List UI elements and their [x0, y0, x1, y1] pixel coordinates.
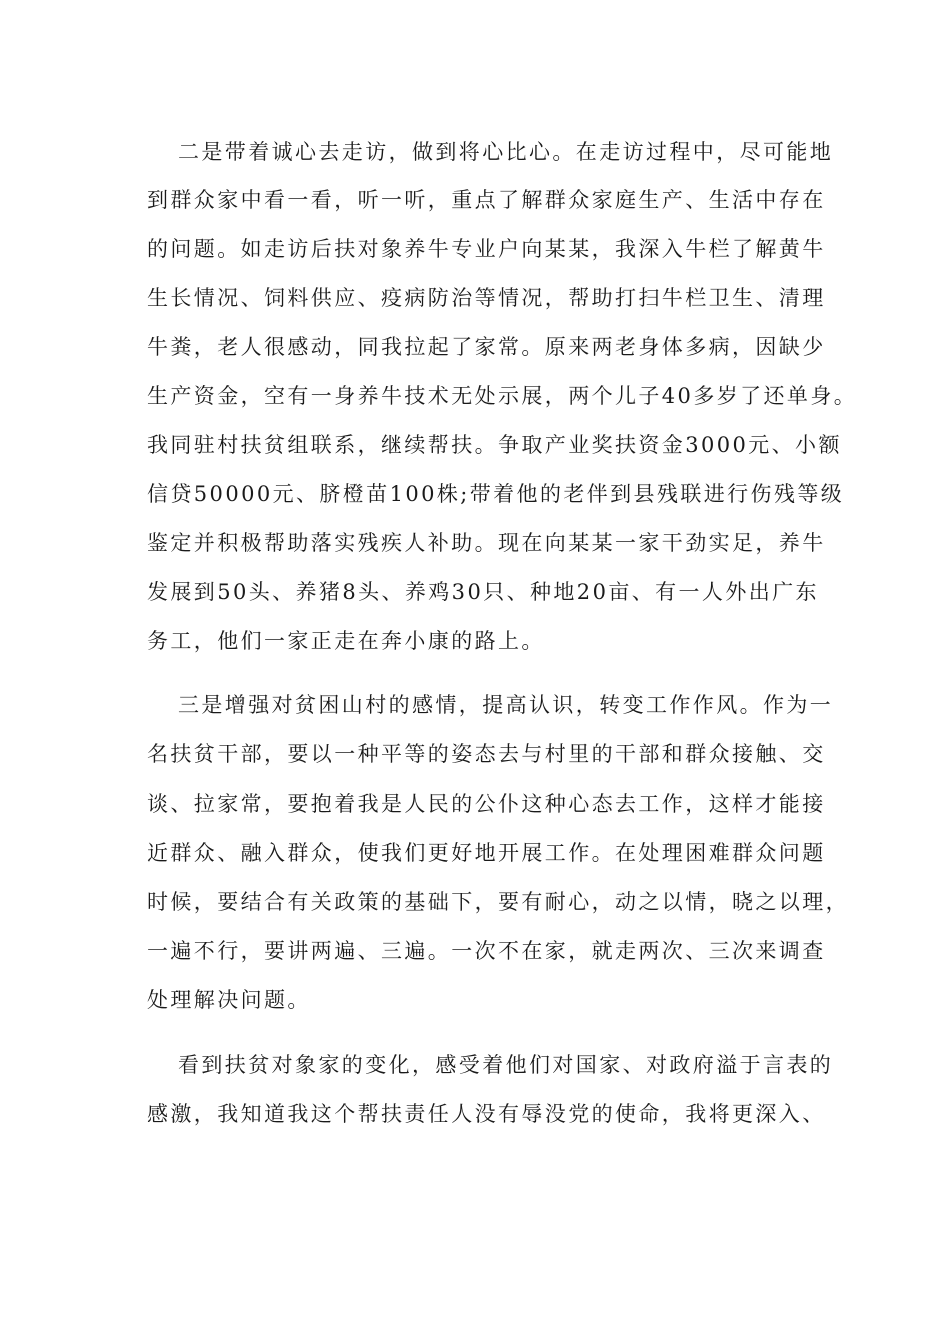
paragraph-line: 处理解决问题。: [147, 988, 311, 1012]
paragraph-line: 我同驻村扶贫组联系，继续帮扶。争取产业奖扶资金3000元、小额: [147, 433, 842, 457]
paragraph-line: 二是带着诚心去走访，做到将心比心。在走访过程中，尽可能地: [178, 140, 834, 164]
paragraph-line: 到群众家中看一看，听一听，重点了解群众家庭生产、生活中存在: [147, 188, 826, 212]
paragraph-line: 时候，要结合有关政策的基础下，要有耐心，动之以情，晓之以理，: [147, 890, 849, 914]
paragraph-line: 三是增强对贫困山村的感情，提高认识，转变工作作风。作为一: [178, 693, 834, 717]
paragraph-line: 看到扶贫对象家的变化，感受着他们对国家、对政府溢于言表的: [178, 1053, 834, 1077]
paragraph-line: 近群众、融入群众，使我们更好地开展工作。在处理困难群众问题: [147, 841, 826, 865]
paragraph-line: 牛粪，老人很感动，同我拉起了家常。原来两老身体多病，因缺少: [147, 335, 826, 359]
paragraph-line: 发展到50头、养猪8头、养鸡30只、种地20亩、有一人外出广东: [147, 580, 819, 604]
paragraph-line: 一遍不行，要讲两遍、三遍。一次不在家，就走两次、三次来调查: [147, 939, 826, 963]
paragraph-line: 务工，他们一家正走在奔小康的路上。: [147, 629, 545, 653]
paragraph-line: 的问题。如走访后扶对象养牛专业户向某某，我深入牛栏了解黄牛: [147, 237, 826, 261]
paragraph-line: 感激，我知道我这个帮扶责任人没有辱没党的使命，我将更深入、: [147, 1102, 826, 1126]
paragraph-line: 生产资金，空有一身养牛技术无处示展，两个儿子40多岁了还单身。: [147, 384, 858, 408]
paragraph-line: 名扶贫干部，要以一种平等的姿态去与村里的干部和群众接触、交: [147, 742, 826, 766]
paragraph-line: 信贷50000元、脐橙苗100株;带着他的老伴到县残联进行伤残等级: [147, 482, 845, 506]
paragraph-line: 生长情况、饲料供应、疫病防治等情况，帮助打扫牛栏卫生、清理: [147, 286, 826, 310]
paragraph-line: 鉴定并积极帮助落实残疾人补助。现在向某某一家干劲实足，养牛: [147, 531, 826, 555]
paragraph-line: 谈、拉家常，要抱着我是人民的公仆这种心态去工作，这样才能接: [147, 792, 826, 816]
